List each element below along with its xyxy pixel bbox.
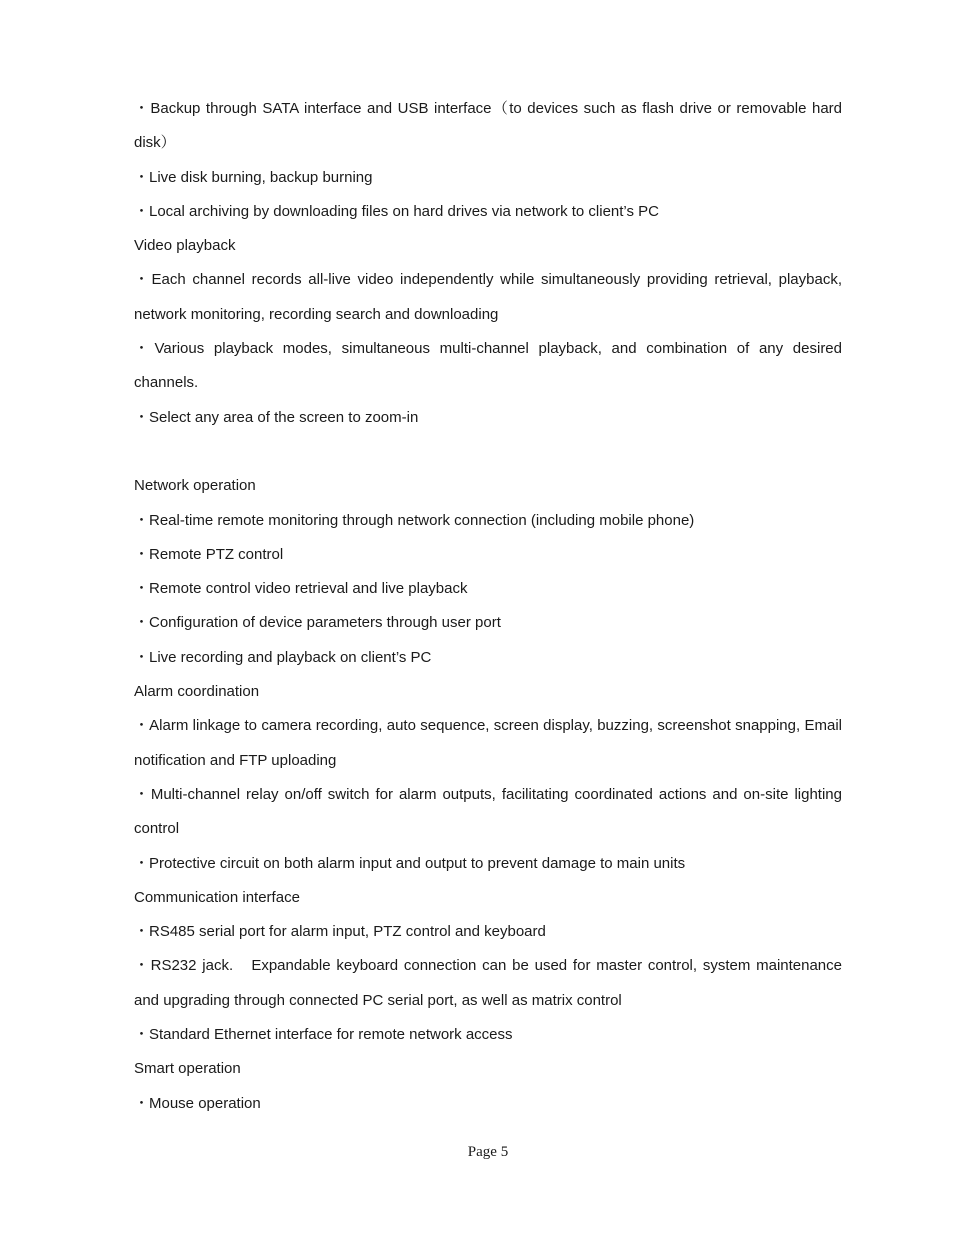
bullet-relay-switch: ・Multi-channel relay on/off switch for alarm outputs, facilitating coordinated actions and on-site lighting control bbox=[134, 785, 842, 838]
bullet-mouse-operation: ・Mouse operation bbox=[134, 1094, 261, 1112]
bullet-playback-modes: ・Various playback modes, simultaneous multi-channel playback, and combination of any desired channels. bbox=[134, 340, 842, 392]
bullet-zoom-in: ・Select any area of the screen to zoom-in bbox=[134, 408, 419, 426]
page-number: Page 5 bbox=[467, 1144, 509, 1160]
blank-line bbox=[134, 435, 842, 469]
bullet-remote-retrieval: ・Remote control video retrieval and live playback bbox=[134, 580, 468, 598]
section-heading-smart-operation: Smart operation bbox=[134, 1060, 241, 1078]
bullet-remote-ptz: ・Remote PTZ control bbox=[134, 545, 284, 563]
bullet-local-archiving: ・Local archiving by downloading files on hard drives via network to client’s PC bbox=[134, 202, 659, 220]
bullet-rs232: ・RS232 jack. Expandable keyboard connection can be used for master control, system maintenance and upgrading through connected PC serial port, as well as matrix control bbox=[134, 957, 842, 1009]
section-heading-network-operation: Network operation bbox=[134, 477, 256, 495]
page-footer bbox=[0, 1138, 954, 1166]
bullet-channel-records: ・Each channel records all-live video independently while simultaneously providing retrieval, playback, network monitoring, recording search and downloading bbox=[134, 271, 842, 323]
bullet-live-disk-burning: ・Live disk burning, backup burning bbox=[134, 168, 373, 186]
section-heading-alarm-coordination: Alarm coordination bbox=[134, 683, 260, 701]
bullet-alarm-linkage: ・Alarm linkage to camera recording, auto sequence, screen display, buzzing, screenshot snapping, Email notification and FTP uploading bbox=[134, 717, 842, 769]
section-heading-video-playback: Video playback bbox=[134, 237, 236, 255]
bullet-rs485: ・RS485 serial port for alarm input, PTZ control and keyboard bbox=[134, 923, 546, 941]
bullet-backup-interface: ・Backup through SATA interface and USB interface（to devices such as flash drive or removable hard disk） bbox=[134, 100, 842, 152]
bullet-remote-monitoring: ・Real-time remote monitoring through network connection (including mobile phone) bbox=[134, 511, 695, 529]
document-body bbox=[134, 92, 842, 1121]
bullet-live-recording-client: ・Live recording and playback on client’s PC bbox=[134, 648, 432, 666]
bullet-protective-circuit: ・Protective circuit on both alarm input and output to prevent damage to main units bbox=[134, 854, 686, 872]
bullet-ethernet: ・Standard Ethernet interface for remote network access bbox=[134, 1026, 513, 1044]
section-heading-communication-interface: Communication interface bbox=[134, 888, 300, 906]
bullet-configuration: ・Configuration of device parameters through user port bbox=[134, 614, 501, 632]
